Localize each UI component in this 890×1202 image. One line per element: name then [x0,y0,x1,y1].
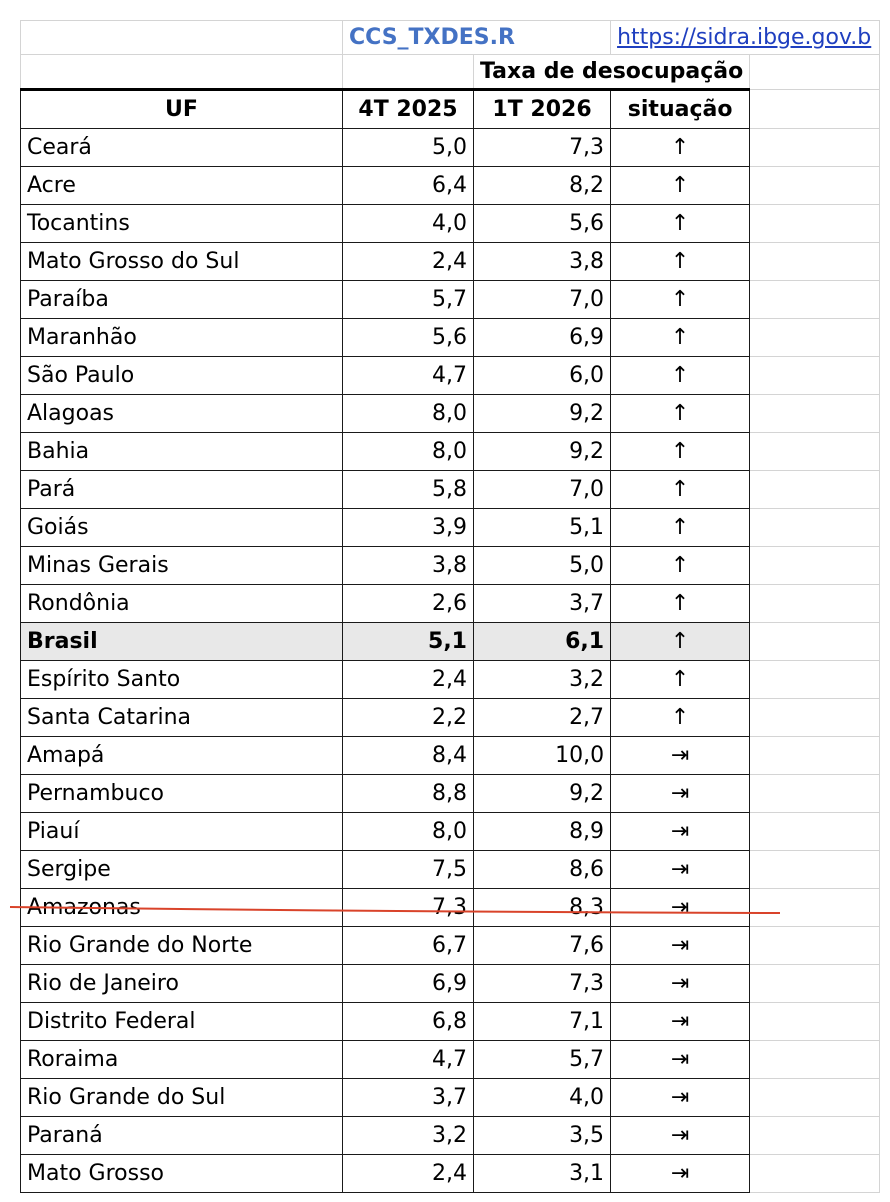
empty-cell[interactable] [750,1155,880,1193]
empty-cell[interactable] [21,55,343,90]
cell-4t-2025[interactable]: 4,7 [343,1041,474,1079]
up-arrow-icon[interactable]: ↑ [611,509,750,547]
cell-uf[interactable]: Brasil [21,623,343,661]
right-arrow-to-bar-icon[interactable]: ⇥ [611,965,750,1003]
cell-1t-2026[interactable]: 9,2 [474,433,611,471]
cell-4t-2025[interactable]: 3,7 [343,1079,474,1117]
cell-4t-2025[interactable]: 3,2 [343,1117,474,1155]
empty-cell[interactable] [21,21,343,55]
cell-4t-2025[interactable]: 6,7 [343,927,474,965]
source-url-cell[interactable] [611,21,880,55]
up-arrow-icon[interactable]: ↑ [611,205,750,243]
empty-cell[interactable] [750,889,880,927]
group-header-cell[interactable]: Taxa de desocupação [474,55,750,90]
table-row [21,1117,880,1155]
cell-1t-2026[interactable]: 2,7 [474,699,611,737]
cell-uf[interactable]: Roraima [21,1041,343,1079]
empty-cell[interactable] [750,129,880,167]
cell-uf[interactable]: Minas Gerais [21,547,343,585]
cell-uf[interactable]: Goiás [21,509,343,547]
cell-1t-2026[interactable]: 5,7 [474,1041,611,1079]
cell-1t-2026[interactable]: 4,0 [474,1079,611,1117]
right-arrow-to-bar-icon[interactable]: ⇥ [611,1155,750,1193]
cell-1t-2026[interactable]: 3,8 [474,243,611,281]
empty-cell[interactable] [750,927,880,965]
up-arrow-icon[interactable]: ↑ [611,699,750,737]
empty-cell[interactable] [750,55,880,90]
cell-uf[interactable]: Bahia [21,433,343,471]
empty-cell[interactable] [750,737,880,775]
cell-4t-2025[interactable]: 4,0 [343,205,474,243]
cell-uf[interactable]: Acre [21,167,343,205]
table-row [21,205,880,243]
empty-cell[interactable] [750,585,880,623]
cell-1t-2026[interactable]: 7,3 [474,965,611,1003]
table-row [21,1041,880,1079]
cell-4t-2025[interactable]: 7,3 [343,889,474,927]
cell-4t-2025[interactable]: 8,4 [343,737,474,775]
table-row [21,1003,880,1041]
table-row [21,547,880,585]
cell-1t-2026[interactable]: 7,1 [474,1003,611,1041]
cell-uf[interactable]: Mato Grosso do Sul [21,243,343,281]
cell-1t-2026[interactable]: 3,5 [474,1117,611,1155]
empty-cell[interactable] [750,471,880,509]
empty-cell[interactable] [750,90,880,129]
column-header-uf[interactable]: UF [21,90,343,129]
cell-1t-2026[interactable]: 5,6 [474,205,611,243]
cell-uf[interactable]: São Paulo [21,357,343,395]
right-arrow-to-bar-icon[interactable]: ⇥ [611,889,750,927]
spreadsheet [20,20,880,1193]
up-arrow-icon[interactable]: ↑ [611,167,750,205]
empty-cell[interactable] [750,167,880,205]
cell-1t-2026[interactable]: 3,2 [474,661,611,699]
cell-4t-2025[interactable]: 6,8 [343,1003,474,1041]
cell-uf[interactable]: Pernambuco [21,775,343,813]
header-row-columns [21,90,880,129]
column-header-1t-2026[interactable]: 1T 2026 [474,90,611,129]
up-arrow-icon[interactable]: ↑ [611,129,750,167]
table-row [21,623,880,661]
up-arrow-icon[interactable]: ↑ [611,471,750,509]
cell-4t-2025[interactable]: 6,4 [343,167,474,205]
up-arrow-icon[interactable]: ↑ [611,433,750,471]
cell-uf[interactable]: Amapá [21,737,343,775]
table-row [21,471,880,509]
empty-cell[interactable] [750,395,880,433]
cell-1t-2026[interactable]: 7,6 [474,927,611,965]
cell-uf[interactable]: Paraná [21,1117,343,1155]
empty-cell[interactable] [750,699,880,737]
cell-uf[interactable]: Piauí [21,813,343,851]
table-row [21,889,880,927]
cell-4t-2025[interactable]: 2,4 [343,1155,474,1193]
cell-4t-2025[interactable]: 8,0 [343,395,474,433]
cell-uf[interactable]: Amazonas [21,889,343,927]
cell-1t-2026[interactable]: 8,6 [474,851,611,889]
empty-cell[interactable] [750,243,880,281]
cell-uf[interactable]: Ceará [21,129,343,167]
cell-uf[interactable]: Espírito Santo [21,661,343,699]
cell-uf[interactable]: Sergipe [21,851,343,889]
empty-cell[interactable] [750,851,880,889]
right-arrow-to-bar-icon[interactable]: ⇥ [611,737,750,775]
empty-cell[interactable] [750,509,880,547]
cell-4t-2025[interactable]: 5,8 [343,471,474,509]
table-row [21,395,880,433]
cell-4t-2025[interactable]: 5,0 [343,129,474,167]
empty-cell[interactable] [750,433,880,471]
cell-uf[interactable]: Rondônia [21,585,343,623]
cell-4t-2025[interactable]: 4,7 [343,357,474,395]
cell-1t-2026[interactable]: 8,9 [474,813,611,851]
cell-4t-2025[interactable]: 5,1 [343,623,474,661]
table-row [21,167,880,205]
cell-uf[interactable]: Tocantins [21,205,343,243]
cell-4t-2025[interactable]: 5,6 [343,319,474,357]
cell-uf[interactable]: Rio de Janeiro [21,965,343,1003]
table-code[interactable]: CCS_TXDES.R [343,21,611,55]
empty-cell[interactable] [750,1041,880,1079]
cell-1t-2026[interactable]: 7,0 [474,281,611,319]
up-arrow-icon[interactable]: ↑ [611,281,750,319]
up-arrow-icon[interactable]: ↑ [611,623,750,661]
empty-cell[interactable] [750,813,880,851]
table-row [21,509,880,547]
cell-1t-2026[interactable]: 6,9 [474,319,611,357]
table-row [21,813,880,851]
table-row [21,661,880,699]
empty-cell[interactable] [750,319,880,357]
right-arrow-to-bar-icon[interactable]: ⇥ [611,1041,750,1079]
cell-1t-2026[interactable]: 3,7 [474,585,611,623]
table-row [21,433,880,471]
right-arrow-to-bar-icon[interactable]: ⇥ [611,1003,750,1041]
cell-4t-2025[interactable]: 8,8 [343,775,474,813]
up-arrow-icon[interactable]: ↑ [611,395,750,433]
cell-1t-2026[interactable]: 3,1 [474,1155,611,1193]
up-arrow-icon[interactable]: ↑ [611,357,750,395]
cell-4t-2025[interactable]: 7,5 [343,851,474,889]
table-row [21,357,880,395]
cell-uf[interactable]: Rio Grande do Norte [21,927,343,965]
cell-4t-2025[interactable]: 6,9 [343,965,474,1003]
cell-uf[interactable]: Distrito Federal [21,1003,343,1041]
cell-uf[interactable]: Pará [21,471,343,509]
up-arrow-icon[interactable]: ↑ [611,319,750,357]
right-arrow-to-bar-icon[interactable]: ⇥ [611,927,750,965]
cell-uf[interactable]: Rio Grande do Sul [21,1079,343,1117]
cell-4t-2025[interactable]: 2,4 [343,661,474,699]
cell-1t-2026[interactable]: 5,1 [474,509,611,547]
cell-1t-2026[interactable]: 10,0 [474,737,611,775]
cell-4t-2025[interactable]: 3,8 [343,547,474,585]
cell-1t-2026[interactable]: 8,3 [474,889,611,927]
right-arrow-to-bar-icon[interactable]: ⇥ [611,851,750,889]
table-row [21,129,880,167]
cell-uf[interactable]: Mato Grosso [21,1155,343,1193]
empty-cell[interactable] [750,1003,880,1041]
up-arrow-icon[interactable]: ↑ [611,547,750,585]
table-row [21,585,880,623]
up-arrow-icon[interactable]: ↑ [611,585,750,623]
right-arrow-to-bar-icon[interactable]: ⇥ [611,775,750,813]
header-row-group [21,55,880,90]
cell-1t-2026[interactable]: 7,3 [474,129,611,167]
column-header-situation[interactable]: situação [611,90,750,129]
cell-1t-2026[interactable]: 9,2 [474,775,611,813]
table-row [21,699,880,737]
cell-1t-2026[interactable]: 9,2 [474,395,611,433]
right-arrow-to-bar-icon[interactable]: ⇥ [611,1117,750,1155]
table-row [21,737,880,775]
source-url-link[interactable]: https://sidra.ibge.gov.b [617,24,872,50]
cell-1t-2026[interactable]: 6,0 [474,357,611,395]
header-row-source [21,21,880,55]
table-row [21,927,880,965]
empty-cell[interactable] [750,661,880,699]
cell-uf[interactable]: Paraíba [21,281,343,319]
empty-cell[interactable] [750,775,880,813]
table-row [21,243,880,281]
right-arrow-to-bar-icon[interactable]: ⇥ [611,813,750,851]
table-row [21,281,880,319]
empty-cell[interactable] [750,1117,880,1155]
cell-1t-2026[interactable]: 6,1 [474,623,611,661]
cell-4t-2025[interactable]: 8,0 [343,813,474,851]
table-row [21,319,880,357]
unemployment-table [20,20,880,1193]
cell-4t-2025[interactable]: 2,2 [343,699,474,737]
cell-1t-2026[interactable]: 8,2 [474,167,611,205]
table-row [21,965,880,1003]
cell-4t-2025[interactable]: 3,9 [343,509,474,547]
empty-cell[interactable] [343,55,474,90]
cell-4t-2025[interactable]: 5,7 [343,281,474,319]
cell-1t-2026[interactable]: 7,0 [474,471,611,509]
table-row [21,775,880,813]
right-arrow-to-bar-icon[interactable]: ⇥ [611,1079,750,1117]
empty-cell[interactable] [750,281,880,319]
cell-uf[interactable]: Maranhão [21,319,343,357]
empty-cell[interactable] [750,205,880,243]
table-row [21,1155,880,1193]
cell-1t-2026[interactable]: 5,0 [474,547,611,585]
cell-uf[interactable]: Santa Catarina [21,699,343,737]
up-arrow-icon[interactable]: ↑ [611,243,750,281]
cell-4t-2025[interactable]: 8,0 [343,433,474,471]
empty-cell[interactable] [750,623,880,661]
column-header-4t-2025[interactable]: 4T 2025 [343,90,474,129]
cell-4t-2025[interactable]: 2,6 [343,585,474,623]
empty-cell[interactable] [750,965,880,1003]
up-arrow-icon[interactable]: ↑ [611,661,750,699]
empty-cell[interactable] [750,357,880,395]
empty-cell[interactable] [750,1079,880,1117]
table-row [21,851,880,889]
cell-4t-2025[interactable]: 2,4 [343,243,474,281]
empty-cell[interactable] [750,547,880,585]
cell-uf[interactable]: Alagoas [21,395,343,433]
table-row [21,1079,880,1117]
